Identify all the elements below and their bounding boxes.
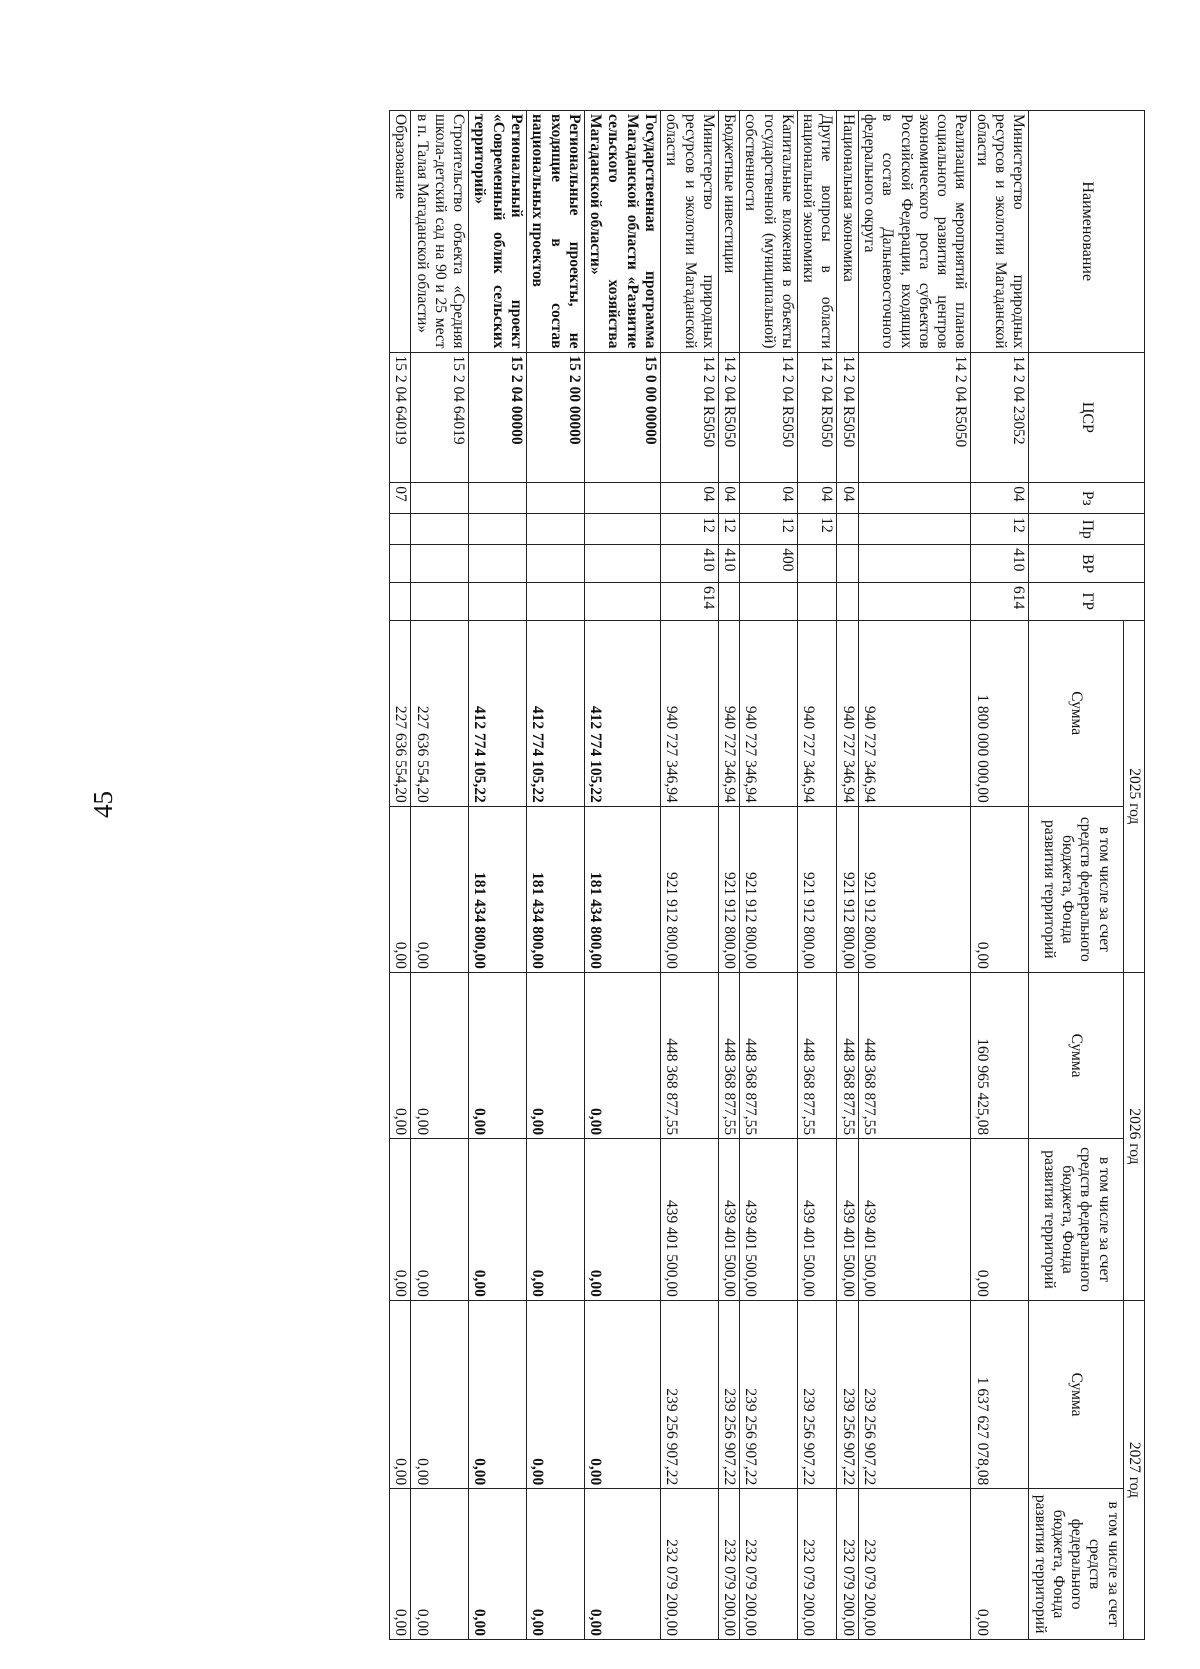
table-row [837,111,858,1640]
name-cell: Национальная экономика [837,111,858,353]
fed-2025-cell: 0,00 [971,806,1029,972]
pr-cell [858,514,971,545]
vr-cell [527,545,585,583]
table-row [858,111,971,1640]
header-year-2026: 2026 год [1123,972,1144,1300]
fed-2025-cell: 0,00 [390,806,411,972]
fed-2026-cell: 439 401 500,00 [660,1139,718,1301]
csr-cell: 14 2 04 R5050 [797,352,837,483]
csr-cell: 14 2 04 R5050 [718,352,739,483]
header-name: Наименование [1029,111,1145,353]
table-row [584,111,660,1640]
vr-cell [469,545,527,583]
name-cell: Строительство объекта «Средняя школа-детский сад на 90 и 25 мест в п. Талая Магаданской области» [411,111,469,353]
rz-cell: 07 [390,483,411,514]
fed-2025-cell: 921 912 800,00 [797,806,837,972]
table-row [527,111,585,1640]
fed-2027-cell: 0,00 [527,1489,585,1640]
name-cell: Реализация мероприятий планов социального развития центров экономического роста субъектов Российской Федерации, входящих в состав Дальневосточного федерального округа [858,111,971,353]
fed-2027-cell: 0,00 [411,1489,469,1640]
sum-2026-cell: 448 368 877,55 [660,972,718,1138]
sum-2027-cell: 0,00 [390,1300,411,1488]
header-year-2025: 2025 год [1123,620,1144,972]
rz-cell [584,483,660,514]
fed-2026-cell: 0,00 [411,1139,469,1301]
pr-cell: 12 [718,514,739,545]
name-cell: Бюджетные инвестиции [718,111,739,353]
sum-2027-cell: 0,00 [469,1300,527,1488]
table-row [469,111,527,1640]
table-row [718,111,739,1640]
table-row [971,111,1029,1640]
sum-2026-cell: 0,00 [584,972,660,1138]
sum-2027-cell: 239 256 907,22 [718,1300,739,1488]
header-csr: ЦСР [1029,352,1145,483]
rz-cell: 04 [718,483,739,514]
vr-cell [584,545,660,583]
fed-2025-cell: 921 912 800,00 [837,806,858,972]
pr-cell [390,514,411,545]
fed-2027-cell: 0,00 [469,1489,527,1640]
fed-2026-cell: 439 401 500,00 [837,1139,858,1301]
page-number: 45 [88,791,118,818]
sum-2027-cell: 239 256 907,22 [797,1300,837,1488]
sum-2025-cell: 940 727 346,94 [660,620,718,806]
fed-2025-cell: 181 434 800,00 [527,806,585,972]
fed-2027-cell: 0,00 [390,1489,411,1640]
sum-2026-cell: 448 368 877,55 [718,972,739,1138]
pr-cell [584,514,660,545]
table-row [740,111,798,1640]
vr-cell: 410 [660,545,718,583]
name-cell: Капитальные вложения в объекты государственной (муниципальной) собственности [740,111,798,353]
gr-cell [740,582,798,620]
rz-cell: 04 [837,483,858,514]
pr-cell [527,514,585,545]
csr-cell: 15 2 04 64019 [390,352,411,483]
fed-2026-cell: 439 401 500,00 [718,1139,739,1301]
fed-2027-cell: 232 079 200,00 [858,1489,971,1640]
sum-2025-cell: 412 774 105,22 [469,620,527,806]
budget-table [389,110,1145,1640]
fed-2026-cell: 0,00 [390,1139,411,1301]
sum-2025-cell: 940 727 346,94 [797,620,837,806]
header-pr: Пр [1029,514,1145,545]
rz-cell [527,483,585,514]
fed-2026-cell: 0,00 [469,1139,527,1301]
gr-cell: 614 [971,582,1029,620]
sum-2027-cell: 239 256 907,22 [740,1300,798,1488]
gr-cell [469,582,527,620]
sum-2027-cell: 0,00 [527,1300,585,1488]
sum-2025-cell: 940 727 346,94 [837,620,858,806]
header-year-2027: 2027 год [1123,1300,1144,1639]
fed-2027-cell: 232 079 200,00 [837,1489,858,1640]
rz-cell: 04 [797,483,837,514]
header-fed-2027: в том числе за счет средств федерального бюджета, Фонда развития территорий [1029,1489,1123,1640]
header-fed-2026: в том числе за счет средств федерального бюджета, Фонда развития территорий [1029,1139,1123,1301]
fed-2025-cell: 0,00 [411,806,469,972]
fed-2027-cell: 232 079 200,00 [660,1489,718,1640]
vr-cell [411,545,469,583]
gr-cell [797,582,837,620]
sum-2025-cell: 227 636 554,20 [411,620,469,806]
sum-2026-cell: 448 368 877,55 [740,972,798,1138]
sum-2025-cell: 940 727 346,94 [718,620,739,806]
pr-cell: 12 [740,514,798,545]
header-gr: ГР [1029,582,1145,620]
header-row-years [1123,111,1144,1640]
sum-2026-cell: 0,00 [390,972,411,1138]
vr-cell [390,545,411,583]
csr-cell: 15 0 00 00000 [584,352,660,483]
fed-2026-cell: 0,00 [971,1139,1029,1301]
sum-2027-cell: 0,00 [411,1300,469,1488]
csr-cell: 14 2 04 R5050 [660,352,718,483]
vr-cell [858,545,971,583]
fed-2025-cell: 921 912 800,00 [858,806,971,972]
rz-cell [411,483,469,514]
pr-cell [837,514,858,545]
pr-cell: 12 [660,514,718,545]
header-rz: Рз [1029,483,1145,514]
fed-2025-cell: 181 434 800,00 [469,806,527,972]
name-cell: Министерство природных ресурсов и экологии Магаданской области [660,111,718,353]
sum-2026-cell: 0,00 [411,972,469,1138]
sum-2027-cell: 1 637 627 078,08 [971,1300,1029,1488]
rz-cell [469,483,527,514]
vr-cell [837,545,858,583]
header-sum-2025: Сумма [1029,620,1123,806]
csr-cell: 14 2 04 R5050 [740,352,798,483]
sum-2025-cell: 412 774 105,22 [584,620,660,806]
sum-2027-cell: 239 256 907,22 [660,1300,718,1488]
rz-cell: 04 [971,483,1029,514]
fed-2027-cell: 232 079 200,00 [797,1489,837,1640]
pr-cell [411,514,469,545]
gr-cell [527,582,585,620]
csr-cell: 15 2 04 64019 [411,352,469,483]
table-row [390,111,411,1640]
sum-2027-cell: 239 256 907,22 [858,1300,971,1488]
gr-cell [858,582,971,620]
rz-cell: 04 [660,483,718,514]
fed-2025-cell: 921 912 800,00 [718,806,739,972]
rz-cell: 04 [740,483,798,514]
sum-2026-cell: 0,00 [469,972,527,1138]
fed-2025-cell: 921 912 800,00 [740,806,798,972]
fed-2027-cell: 0,00 [584,1489,660,1640]
pr-cell [469,514,527,545]
sum-2026-cell: 448 368 877,55 [837,972,858,1138]
gr-cell [411,582,469,620]
sum-2025-cell: 940 727 346,94 [740,620,798,806]
fed-2025-cell: 921 912 800,00 [660,806,718,972]
budget-table-frame [160,110,1145,1640]
header-sum-2026: Сумма [1029,972,1123,1138]
name-cell: Региональный проект «Современный облик сельских территорий» [469,111,527,353]
fed-2026-cell: 0,00 [584,1139,660,1301]
name-cell: Министерство природных ресурсов и экологии Магаданской области [971,111,1029,353]
header-vr: ВР [1029,545,1145,583]
gr-cell [390,582,411,620]
name-cell: Другие вопросы в области национальной экономики [797,111,837,353]
csr-cell: 15 2 04 00000 [469,352,527,483]
csr-cell: 14 2 04 R5050 [837,352,858,483]
sum-2026-cell: 448 368 877,55 [858,972,971,1138]
vr-cell [797,545,837,583]
sum-2026-cell: 160 965 425,08 [971,972,1029,1138]
rz-cell [858,483,971,514]
csr-cell: 15 2 00 00000 [527,352,585,483]
sum-2025-cell: 940 727 346,94 [858,620,971,806]
name-cell: Государственная программа Магаданской области «Развитие сельского хозяйства Магаданской области» [584,111,660,353]
csr-cell: 14 2 04 R5050 [858,352,971,483]
gr-cell: 614 [660,582,718,620]
sum-2025-cell: 227 636 554,20 [390,620,411,806]
sum-2026-cell: 448 368 877,55 [797,972,837,1138]
pr-cell: 12 [971,514,1029,545]
fed-2027-cell: 232 079 200,00 [718,1489,739,1640]
fed-2025-cell: 181 434 800,00 [584,806,660,972]
pr-cell: 12 [797,514,837,545]
fed-2027-cell: 232 079 200,00 [740,1489,798,1640]
table-body [390,111,1029,1640]
fed-2026-cell: 0,00 [527,1139,585,1301]
table-row [411,111,469,1640]
sum-2025-cell: 1 800 000 000,00 [971,620,1029,806]
gr-cell [584,582,660,620]
fed-2026-cell: 439 401 500,00 [740,1139,798,1301]
fed-2026-cell: 439 401 500,00 [797,1139,837,1301]
header-fed-2025: в том числе за счет средств федерального бюджета, Фонда развития территорий [1029,806,1123,972]
table-row [660,111,718,1640]
fed-2027-cell: 0,00 [971,1489,1029,1640]
fed-2026-cell: 439 401 500,00 [858,1139,971,1301]
gr-cell [718,582,739,620]
vr-cell: 410 [718,545,739,583]
sum-2027-cell: 0,00 [584,1300,660,1488]
sum-2026-cell: 0,00 [527,972,585,1138]
csr-cell: 14 2 04 23052 [971,352,1029,483]
gr-cell [837,582,858,620]
table-row [797,111,837,1640]
name-cell: Региональные проекты, не входящие в состав национальных проектов [527,111,585,353]
header-sum-2027: Сумма [1029,1300,1123,1488]
vr-cell: 400 [740,545,798,583]
sum-2025-cell: 412 774 105,22 [527,620,585,806]
name-cell: Образование [390,111,411,353]
vr-cell: 410 [971,545,1029,583]
sum-2027-cell: 239 256 907,22 [837,1300,858,1488]
